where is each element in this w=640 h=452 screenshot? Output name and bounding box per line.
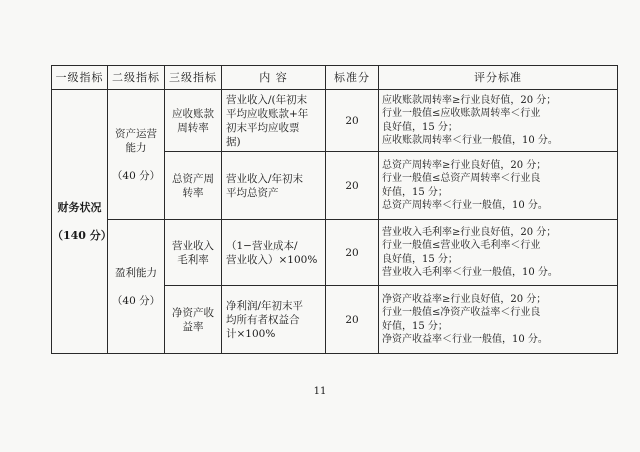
level1-cell [52,90,112,354]
criteria-line: 好值，15 分； [382,186,448,198]
content-line: 计×100% [226,327,276,340]
level2-name-line: 盈利能力 [115,266,157,279]
criteria-line: 良好值，15 分； [382,253,458,265]
standard-score-cell: 20 [326,220,379,286]
criteria-line: 营业收入毛利率≥行业良好值，20 分； [382,226,557,238]
criteria-line: 行业一般值≤总资产周转率＜行业良 [382,173,541,184]
page-number: 11 [313,386,327,397]
level2-name-line: 能力 [125,141,147,154]
content-line: 平均总资产 [226,186,279,199]
criteria-line: 应收账款周转率≥行业良好值，20 分； [382,94,557,106]
level1-score: （140 分） [52,228,112,242]
level3-cell [165,90,222,152]
header-content: 内 容 [222,66,326,90]
criteria-cell [379,286,618,354]
indicator-table [51,65,618,354]
table-row [52,220,618,286]
content-line: 初末平均应收票 [226,121,300,134]
level3-line: 转率 [182,186,204,199]
standard-score-cell: 20 [326,152,379,220]
content-line: 平均应收账款+年 [226,107,309,120]
criteria-line: 好值，15 分； [382,320,448,332]
level3-line: 营业收入 [172,239,214,252]
content-line: （1−营业成本/ [226,239,298,252]
level2-cell-profitability [108,220,165,354]
level3-line: 周转率 [177,121,209,134]
content-line: 营业收入/年初末 [226,172,304,185]
level2-score: （40 分） [111,294,161,307]
criteria-cell [379,152,618,220]
content-line: 营业收入）×100% [226,253,318,266]
level3-line: 益率 [182,320,204,333]
header-criteria: 评分标准 [379,66,618,90]
level2-cell-asset-operation [108,90,165,220]
criteria-line: 行业一般值≤应收账款周转率＜行业 [382,108,541,119]
header-standard-score: 标准分 [326,66,379,90]
criteria-line: 应收账款周转率＜行业一般值，10 分。 [382,135,558,146]
level2-score: （40 分） [111,169,161,182]
content-cell [222,286,326,354]
standard-score-cell: 20 [326,90,379,152]
header-level1: 一级指标 [52,66,108,90]
criteria-line: 营业收入毛利率＜行业一般值，10 分。 [382,267,558,278]
table-header-row [52,66,618,90]
content-cell [222,90,326,152]
level3-cell [165,152,222,220]
criteria-line: 良好值，15 分； [382,121,458,133]
content-line: 据) [226,135,241,148]
content-cell [222,220,326,286]
content-cell [222,152,326,220]
content-line: 均所有者权益合 [226,313,300,326]
criteria-line: 行业一般值≤营业收入毛利率＜行业 [382,240,541,251]
criteria-cell [379,220,618,286]
content-line: 净利润/年初末平 [226,299,304,312]
header-level3: 三级指标 [165,66,222,90]
header-level2: 二级指标 [108,66,165,90]
table-row [52,90,618,152]
level1-name: 财务状况 [57,200,102,214]
level3-line: 毛利率 [177,253,209,266]
level3-cell [165,286,222,354]
criteria-line: 总资产周转率≥行业良好值，20 分； [382,159,547,171]
criteria-line: 总资产周转率＜行业一般值，10 分。 [382,200,548,211]
level3-line: 总资产周 [172,172,214,185]
content-line: 营业收入/(年初末 [226,93,308,106]
criteria-line: 净资产收益率＜行业一般值，10 分。 [382,334,548,345]
standard-score-cell: 20 [326,286,379,354]
criteria-line: 净资产收益率≥行业良好值，20 分； [382,293,547,305]
criteria-cell [379,90,618,152]
level3-cell [165,220,222,286]
level3-line: 净资产收 [172,306,214,319]
level3-line: 应收账款 [172,107,214,120]
criteria-line: 行业一般值≤净资产收益率＜行业良 [382,307,541,318]
level2-name-line: 资产运营 [115,127,157,140]
